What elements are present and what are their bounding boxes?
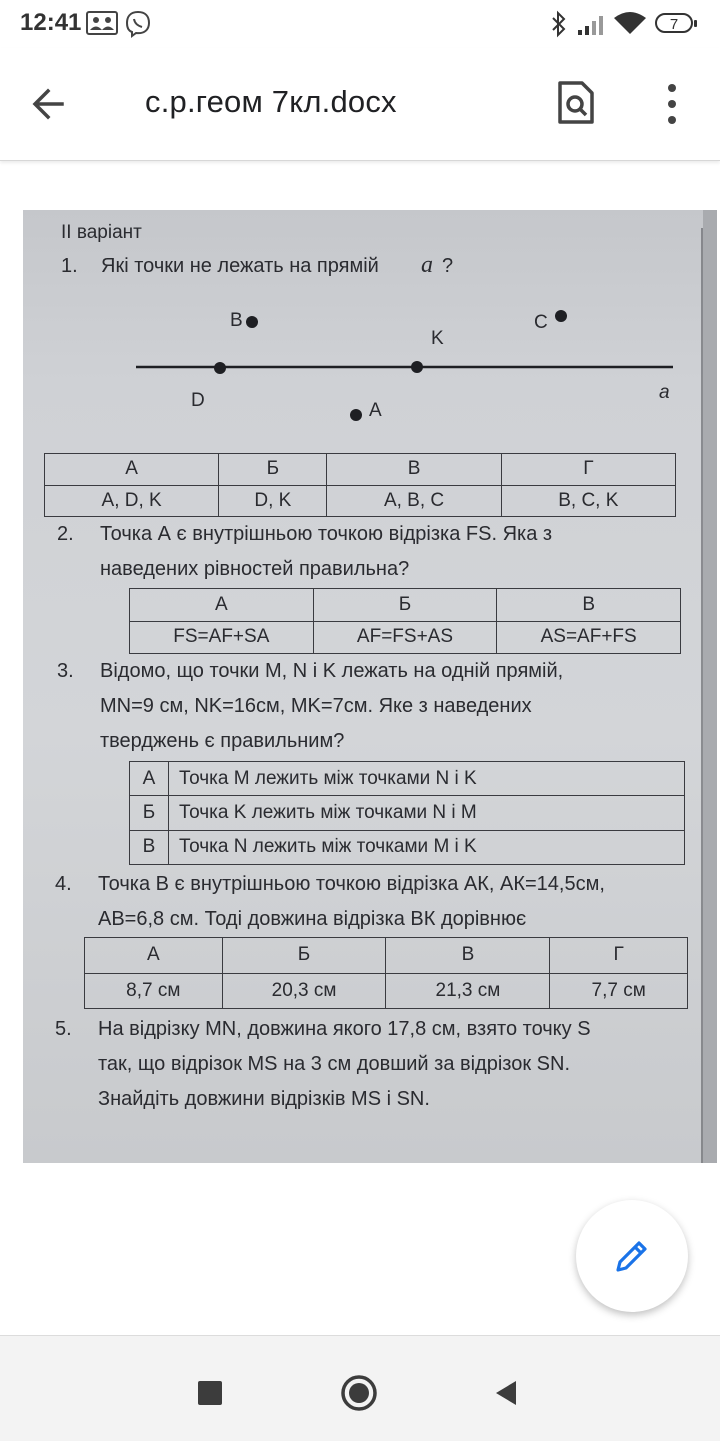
q5-line-2: так, що відрізок MS на 3 см довший за відрізок SN. <box>98 1053 571 1075</box>
q3-line-3: тверджень є правильним? <box>100 730 345 752</box>
document-search-icon <box>554 80 598 126</box>
label-a: A <box>369 400 382 421</box>
table-cell: 7,7 см <box>550 973 688 1009</box>
table-header-cell: Г <box>501 454 675 486</box>
point-c <box>555 310 567 322</box>
table-cell: B, C, K <box>501 485 675 517</box>
label-b: B <box>230 310 243 331</box>
q5-number: 5. <box>55 1018 72 1040</box>
recents-button[interactable] <box>198 1381 222 1410</box>
table-header-cell: В <box>497 589 681 622</box>
q4-number: 4. <box>55 873 72 895</box>
table-header-cell: Б <box>313 589 497 622</box>
status-time: 12:41 <box>20 9 82 36</box>
table-header-cell: Б <box>222 938 386 974</box>
table-row <box>85 938 688 974</box>
q2-line-1: Точка А є внутрішньою точкою відрізка FS. Яка з <box>100 523 553 545</box>
table-cell: 8,7 см <box>85 973 223 1009</box>
more-options-button[interactable] <box>656 82 688 126</box>
bluetooth-icon <box>550 10 568 43</box>
back-triangle-icon <box>494 1379 518 1407</box>
point-b <box>246 316 258 328</box>
signal-icon <box>576 14 606 41</box>
table-row <box>45 454 676 486</box>
q2-line-2: наведених рівностей правильна? <box>100 558 410 580</box>
table-cell: A, D, K <box>45 485 219 517</box>
table-cell-letter: А <box>130 762 169 796</box>
table-row <box>45 485 676 517</box>
table-cell: Точка M лежить між точками N і K <box>169 762 685 796</box>
table-row <box>130 762 685 796</box>
more-vert-icon <box>656 82 688 126</box>
table-header-cell: А <box>130 589 314 622</box>
viber-icon <box>124 10 152 43</box>
table-header-cell: В <box>386 938 550 974</box>
q3-line-1: Відомо, що точки M, N і K лежать на одній прямій, <box>100 660 564 682</box>
edit-fab-button[interactable] <box>576 1200 688 1312</box>
q3-line-2: MN=9 см, NK=16см, MK=7см. Яке з наведених <box>100 695 532 717</box>
status-bar <box>0 0 720 48</box>
q5-line-1: На відрізку MN, довжина якого 17,8 см, взято точку S <box>98 1018 591 1040</box>
label-d: D <box>191 390 205 411</box>
q5-line-3: Знайдіть довжини відрізків MS і SN. <box>98 1088 430 1110</box>
table-row <box>130 830 685 864</box>
back-button[interactable] <box>28 84 84 124</box>
table-cell: Точка N лежить між точками M і K <box>169 830 685 864</box>
point-k <box>411 361 423 373</box>
edit-pencil-icon <box>612 1236 652 1276</box>
q4-line-2: АВ=6,8 см. Тоді довжина відрізка ВК дорівнює <box>98 908 527 930</box>
table-header-cell: А <box>85 938 223 974</box>
system-nav-bar <box>0 1335 720 1441</box>
table-row <box>130 621 681 654</box>
q1-number: 1. <box>61 255 78 277</box>
q3-answer-table <box>129 761 685 865</box>
table-cell: Точка K лежить між точками N і M <box>169 796 685 830</box>
q2-answer-table <box>129 588 681 654</box>
table-header-cell: Г <box>550 938 688 974</box>
table-row <box>130 796 685 830</box>
table-cell: D, K <box>219 485 327 517</box>
variant-heading: ІІ варіант <box>61 222 142 243</box>
people-notification-icon <box>86 10 118 41</box>
preview-button[interactable] <box>554 80 598 126</box>
q1-answer-table <box>44 453 676 517</box>
recents-square-icon <box>198 1381 222 1405</box>
point-a <box>350 409 362 421</box>
table-cell-letter: В <box>130 830 169 864</box>
table-cell: 21,3 см <box>386 973 550 1009</box>
table-row <box>130 589 681 622</box>
document-title: с.р.геом 7кл.docx <box>145 84 397 119</box>
back-nav-button[interactable] <box>494 1379 518 1412</box>
table-cell: AF=FS+AS <box>313 621 497 654</box>
table-header-cell: А <box>45 454 219 486</box>
q2-number: 2. <box>57 523 74 545</box>
table-header-cell: Б <box>219 454 327 486</box>
point-d <box>214 362 226 374</box>
table-cell: A, B, C <box>327 485 501 517</box>
table-header-cell: В <box>327 454 501 486</box>
home-circle-icon <box>340 1374 378 1412</box>
home-button[interactable] <box>340 1374 378 1417</box>
document-photo <box>23 210 717 1163</box>
arrow-back-icon <box>28 84 68 124</box>
table-cell: AS=AF+FS <box>497 621 681 654</box>
app-bar <box>0 48 720 161</box>
table-cell: FS=AF+SA <box>130 621 314 654</box>
table-cell: 20,3 см <box>222 973 386 1009</box>
q3-number: 3. <box>57 660 74 682</box>
table-cell-letter: Б <box>130 796 169 830</box>
table-row <box>85 973 688 1009</box>
q4-answer-table <box>84 937 688 1009</box>
label-line-a: а <box>659 382 670 403</box>
q1-question-mark: ? <box>442 255 454 277</box>
q4-line-1: Точка В є внутрішньою точкою відрізка АК, АК=14,5см, <box>98 873 605 895</box>
label-c: C <box>534 312 548 333</box>
battery-indicator: 7 <box>655 13 693 33</box>
wifi-icon <box>613 12 647 41</box>
q1-text: Які точки не лежать на прямій <box>101 255 379 277</box>
q1-line-label: а <box>421 252 433 278</box>
label-k: K <box>431 328 444 349</box>
